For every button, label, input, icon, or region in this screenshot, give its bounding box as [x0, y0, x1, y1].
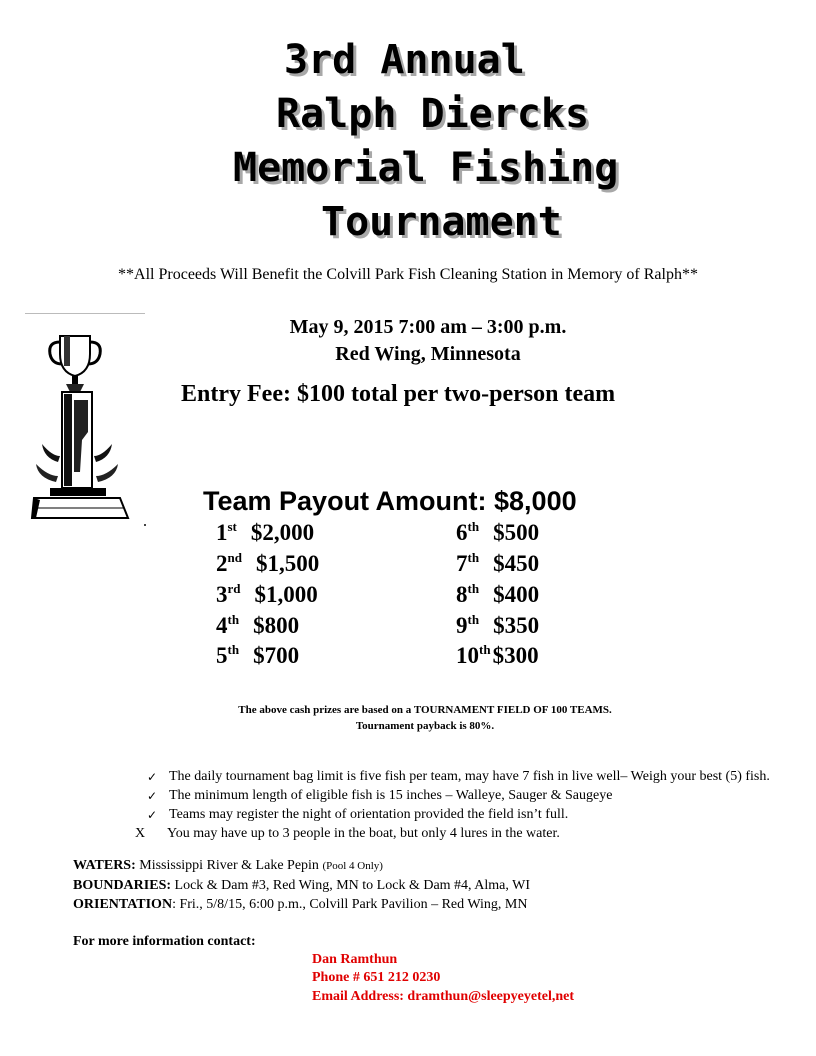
list-item — [147, 787, 787, 805]
prize-amount: $1,500 — [255, 551, 320, 576]
checkmark-icon: ✓ — [147, 789, 158, 803]
place-number: 5 — [216, 643, 228, 668]
place-number: 10 — [456, 643, 479, 668]
prize-amount: $2,000 — [250, 520, 315, 545]
waters-note: (Pool 4 Only) — [322, 860, 383, 872]
contact-email: Email Address: dramthun@sleepyeyetel,net — [312, 989, 575, 1004]
divider-line — [25, 313, 145, 314]
prize-row — [456, 551, 539, 577]
place-number: 2 — [216, 551, 228, 576]
place-number: 7 — [456, 551, 468, 576]
benefit-statement: **All Proceeds Will Benefit the Colvill Park Fish Cleaning Station in Memory of Ralph** — [118, 266, 698, 283]
payout-heading: Team Payout Amount: $8,000 — [203, 486, 577, 516]
place-suffix: rd — [227, 581, 241, 596]
list-item — [147, 806, 787, 824]
place-number: 6 — [456, 520, 468, 545]
place-number: 8 — [456, 582, 468, 607]
waters-line — [73, 858, 383, 874]
place-suffix: th — [467, 519, 480, 534]
prize-row — [216, 643, 299, 669]
place-suffix: th — [467, 612, 480, 627]
prize-row — [216, 520, 314, 546]
list-item — [147, 768, 787, 786]
orientation-label: ORIENTATION — [73, 897, 173, 912]
boundaries-value: Lock & Dam #3, Red Wing, MN to Lock & Dam #4, Alma, WI — [174, 878, 530, 893]
waters-label: WATERS: — [73, 858, 136, 873]
contact-name: Dan Ramthun — [312, 952, 398, 967]
rule-text: The minimum length of eligible fish is 15 inches – Walleye, Sauger & Saugeye — [169, 788, 613, 803]
prize-amount: $700 — [253, 643, 300, 668]
rule-text: Teams may register the night of orientation provided the field isn’t full. — [169, 807, 569, 822]
list-item — [135, 825, 787, 843]
place-suffix: th — [227, 612, 240, 627]
place-suffix: th — [467, 550, 480, 565]
place-number: 9 — [456, 613, 468, 638]
rules-list — [135, 768, 787, 844]
boundaries-line — [73, 878, 530, 894]
prize-amount: $400 — [493, 582, 540, 607]
prize-amount: $500 — [493, 520, 540, 545]
place-suffix: th — [479, 642, 491, 657]
place-suffix: st — [227, 519, 237, 534]
event-location: Red Wing, Minnesota — [335, 343, 521, 365]
rule-text: You may have up to 3 people in the boat, but only 4 lures in the water. — [167, 826, 560, 841]
prize-row — [216, 551, 319, 577]
title-line-2: Ralph Diercks — [276, 91, 590, 137]
waters-value: Mississippi River & Lake Pepin — [139, 858, 319, 873]
prize-row — [216, 613, 299, 639]
rule-text: The daily tournament bag limit is five fish per team, may have 7 fish in live well– Weigh your best (5) fish. — [169, 769, 770, 784]
prize-amount: $350 — [493, 613, 540, 638]
checkmark-icon: ✓ — [147, 808, 158, 822]
title-line-4: Tournament — [321, 199, 562, 245]
prize-amount: $1,000 — [254, 582, 318, 607]
prize-amount: $800 — [253, 613, 300, 638]
prize-amount: $450 — [493, 551, 540, 576]
prize-note: The above cash prizes are based on a TOURNAMENT FIELD OF 100 TEAMS. — [238, 704, 612, 716]
place-suffix: th — [227, 642, 240, 657]
title-line-1: 3rd Annual — [284, 37, 525, 83]
contact-heading: For more information contact: — [73, 934, 256, 949]
prize-row — [456, 520, 539, 546]
checkmark-icon: ✓ — [147, 770, 158, 784]
place-suffix: th — [467, 581, 480, 596]
place-suffix: nd — [227, 550, 242, 565]
place-number: 1 — [216, 520, 228, 545]
orientation-line — [73, 897, 527, 913]
prize-row — [456, 613, 539, 639]
prize-row — [216, 582, 318, 608]
stray-dot — [144, 524, 146, 526]
title-line-3: Memorial Fishing — [233, 145, 619, 191]
x-mark-icon: X — [135, 826, 146, 841]
payback-note: Tournament payback is 80%. — [355, 720, 495, 732]
entry-fee: Entry Fee: $100 total per two-person team — [181, 381, 616, 407]
orientation-value: : Fri., 5/8/15, 6:00 p.m., Colvill Park Pavilion – Red Wing, MN — [172, 897, 528, 912]
event-date: May 9, 2015 7:00 am – 3:00 p.m. — [289, 316, 567, 338]
place-number: 3 — [216, 582, 228, 607]
prize-row — [456, 643, 539, 669]
prize-amount: $300 — [492, 643, 539, 668]
boundaries-label: BOUNDARIES: — [73, 878, 172, 893]
place-number: 4 — [216, 613, 228, 638]
prize-row — [456, 582, 539, 608]
contact-phone: Phone # 651 212 0230 — [312, 970, 441, 985]
